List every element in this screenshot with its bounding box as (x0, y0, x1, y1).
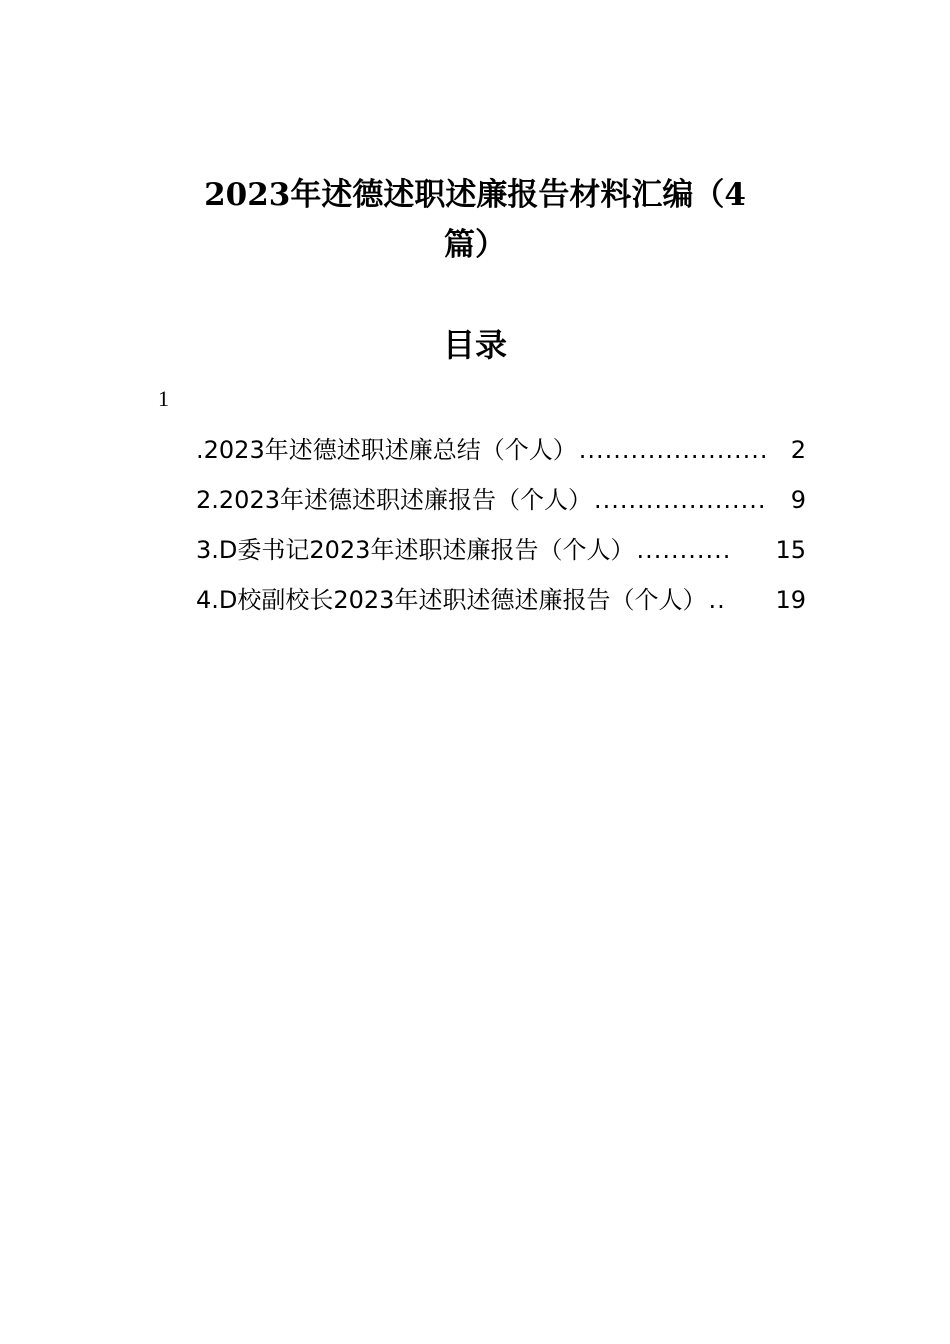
toc-entry-page-number: 9 (790, 486, 806, 514)
toc-entry-title: 3.D委书记2023年述职述廉报告（个人） (196, 536, 635, 564)
toc-entry-leader: .. (708, 586, 726, 614)
document-title-line-2: 篇） (444, 227, 506, 263)
toc-entry-leader: ...................... (578, 436, 769, 464)
toc-entry-leader: ........... (636, 536, 732, 564)
toc-entry-title: 2.2023年述德述职述廉报告（个人） (196, 486, 592, 514)
document-title-line-1: 2023年述德述职述廉报告材料汇编（4 (204, 177, 746, 213)
toc-entry-page-number: 19 (775, 586, 806, 614)
toc-entry-page-number: 15 (775, 536, 806, 564)
toc-entry-title: 4.D校副校长2023年述职述德述廉报告（个人） (196, 586, 707, 614)
toc-entry-title: .2023年述德述职述廉总结（个人） (196, 436, 577, 464)
document-title (150, 170, 800, 270)
table-of-contents (196, 430, 806, 630)
toc-entry-page-number: 2 (790, 436, 806, 464)
page-number-marker: 1 (158, 386, 169, 411)
toc-entry[interactable] (196, 580, 806, 630)
toc-entry[interactable] (196, 530, 806, 580)
toc-heading: 目录 (442, 326, 507, 364)
toc-entry-leader: .................... (593, 486, 767, 514)
toc-entry[interactable] (196, 480, 806, 530)
toc-entry[interactable] (196, 430, 806, 480)
